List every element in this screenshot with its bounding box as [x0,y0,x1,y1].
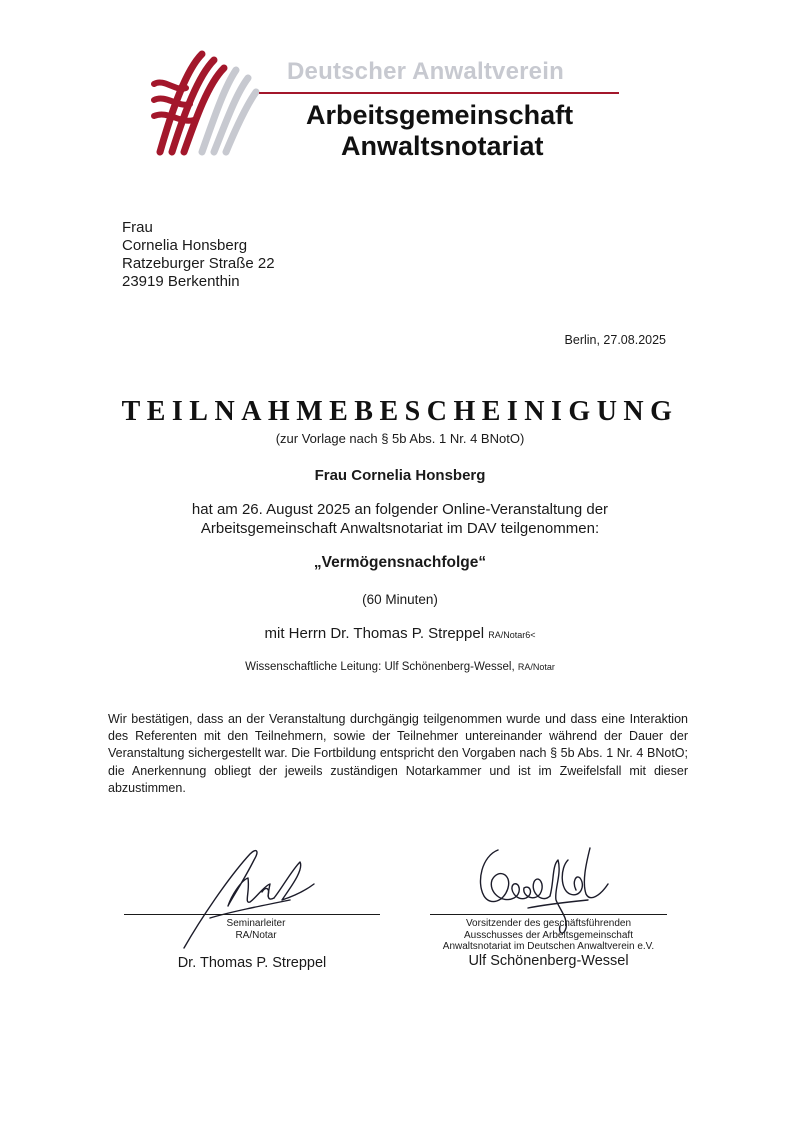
scientific-lead-line [0,661,800,673]
participation-statement [0,500,800,538]
chair-role-line2: Ausschusses der Arbeitsgemeinschaft [464,929,633,941]
scientific-lead-name: Wissenschaftliche Leitung: Ulf Schönenberg-Wessel, [245,661,515,673]
seminar-lead-role: Seminarleiter [226,918,286,929]
speaker-line [0,625,800,642]
scientific-lead-title: RA/Notar [517,662,555,672]
speaker-name: mit Herrn Dr. Thomas P. Streppel [264,625,485,642]
confirmation-paragraph: Wir bestätigen, dass an der Veranstaltung durchgängig teilgenommen wurde und dass eine Interaktion des Referenten mit den Teilnehmern, sowie der Teilnehmer untereinander während der Dauer der Veranstaltung sichergestellt war. Die Fortbildung entspricht den Vorgaben nach § 5b Abs. 1 Nr. 4 BNotO; die Anerkennung obliegt der jeweils zuständigen Notarkammer und ist im Zweifelsfall mit dieser abzustimmen. [108,712,688,795]
recipient-address [122,219,275,291]
signer-name-left: Dr. Thomas P. Streppel [177,955,327,971]
chair-role-line3: Anwaltsnotariat im Deutschen Anwaltverein e.V. [442,941,655,952]
event-duration: (60 Minuten) [362,592,438,607]
participant-name: Frau Cornelia Honsberg [314,467,486,484]
seminar-lead-title: RA/Notar [235,929,277,941]
recipient-street: Ratzeburger Straße 22 [122,255,275,272]
signature-line-right [430,914,667,915]
speaker-title: RA/Notar6< [488,630,536,640]
place-and-date: Berlin, 27.08.2025 [564,333,666,347]
event-title: „Vermögensnachfolge“ [313,554,487,571]
dav-logo-icon [150,40,260,160]
certificate-title: TEILNAHMEBESCHEINIGUNG [121,396,679,427]
organization-name: Deutscher Anwaltverein [287,58,564,85]
chair-role-line1: Vorsitzender des geschäftsführenden [465,918,632,929]
statement-line-2: Arbeitsgemeinschaft Anwaltsnotariat im DAV teilgenommen: [200,520,600,537]
group-name-line2: Anwaltsnotariat [341,131,544,161]
signature-caption-left [124,918,380,941]
certificate-subtitle: (zur Vorlage nach § 5b Abs. 1 Nr. 4 BNotO) [275,431,525,446]
signature-caption-right [420,918,677,953]
signature-line-left [124,914,380,915]
recipient-city: 23919 Berkenthin [122,273,240,290]
recipient-name: Cornelia Honsberg [122,237,248,254]
header-divider [259,92,619,94]
signer-name-right: Ulf Schönenberg-Wessel [468,953,629,969]
statement-line-1: hat am 26. August 2025 an folgender Online-Veranstaltung der [191,501,609,518]
group-name-line1: Arbeitsgemeinschaft [306,100,574,130]
recipient-salutation: Frau [122,219,153,236]
